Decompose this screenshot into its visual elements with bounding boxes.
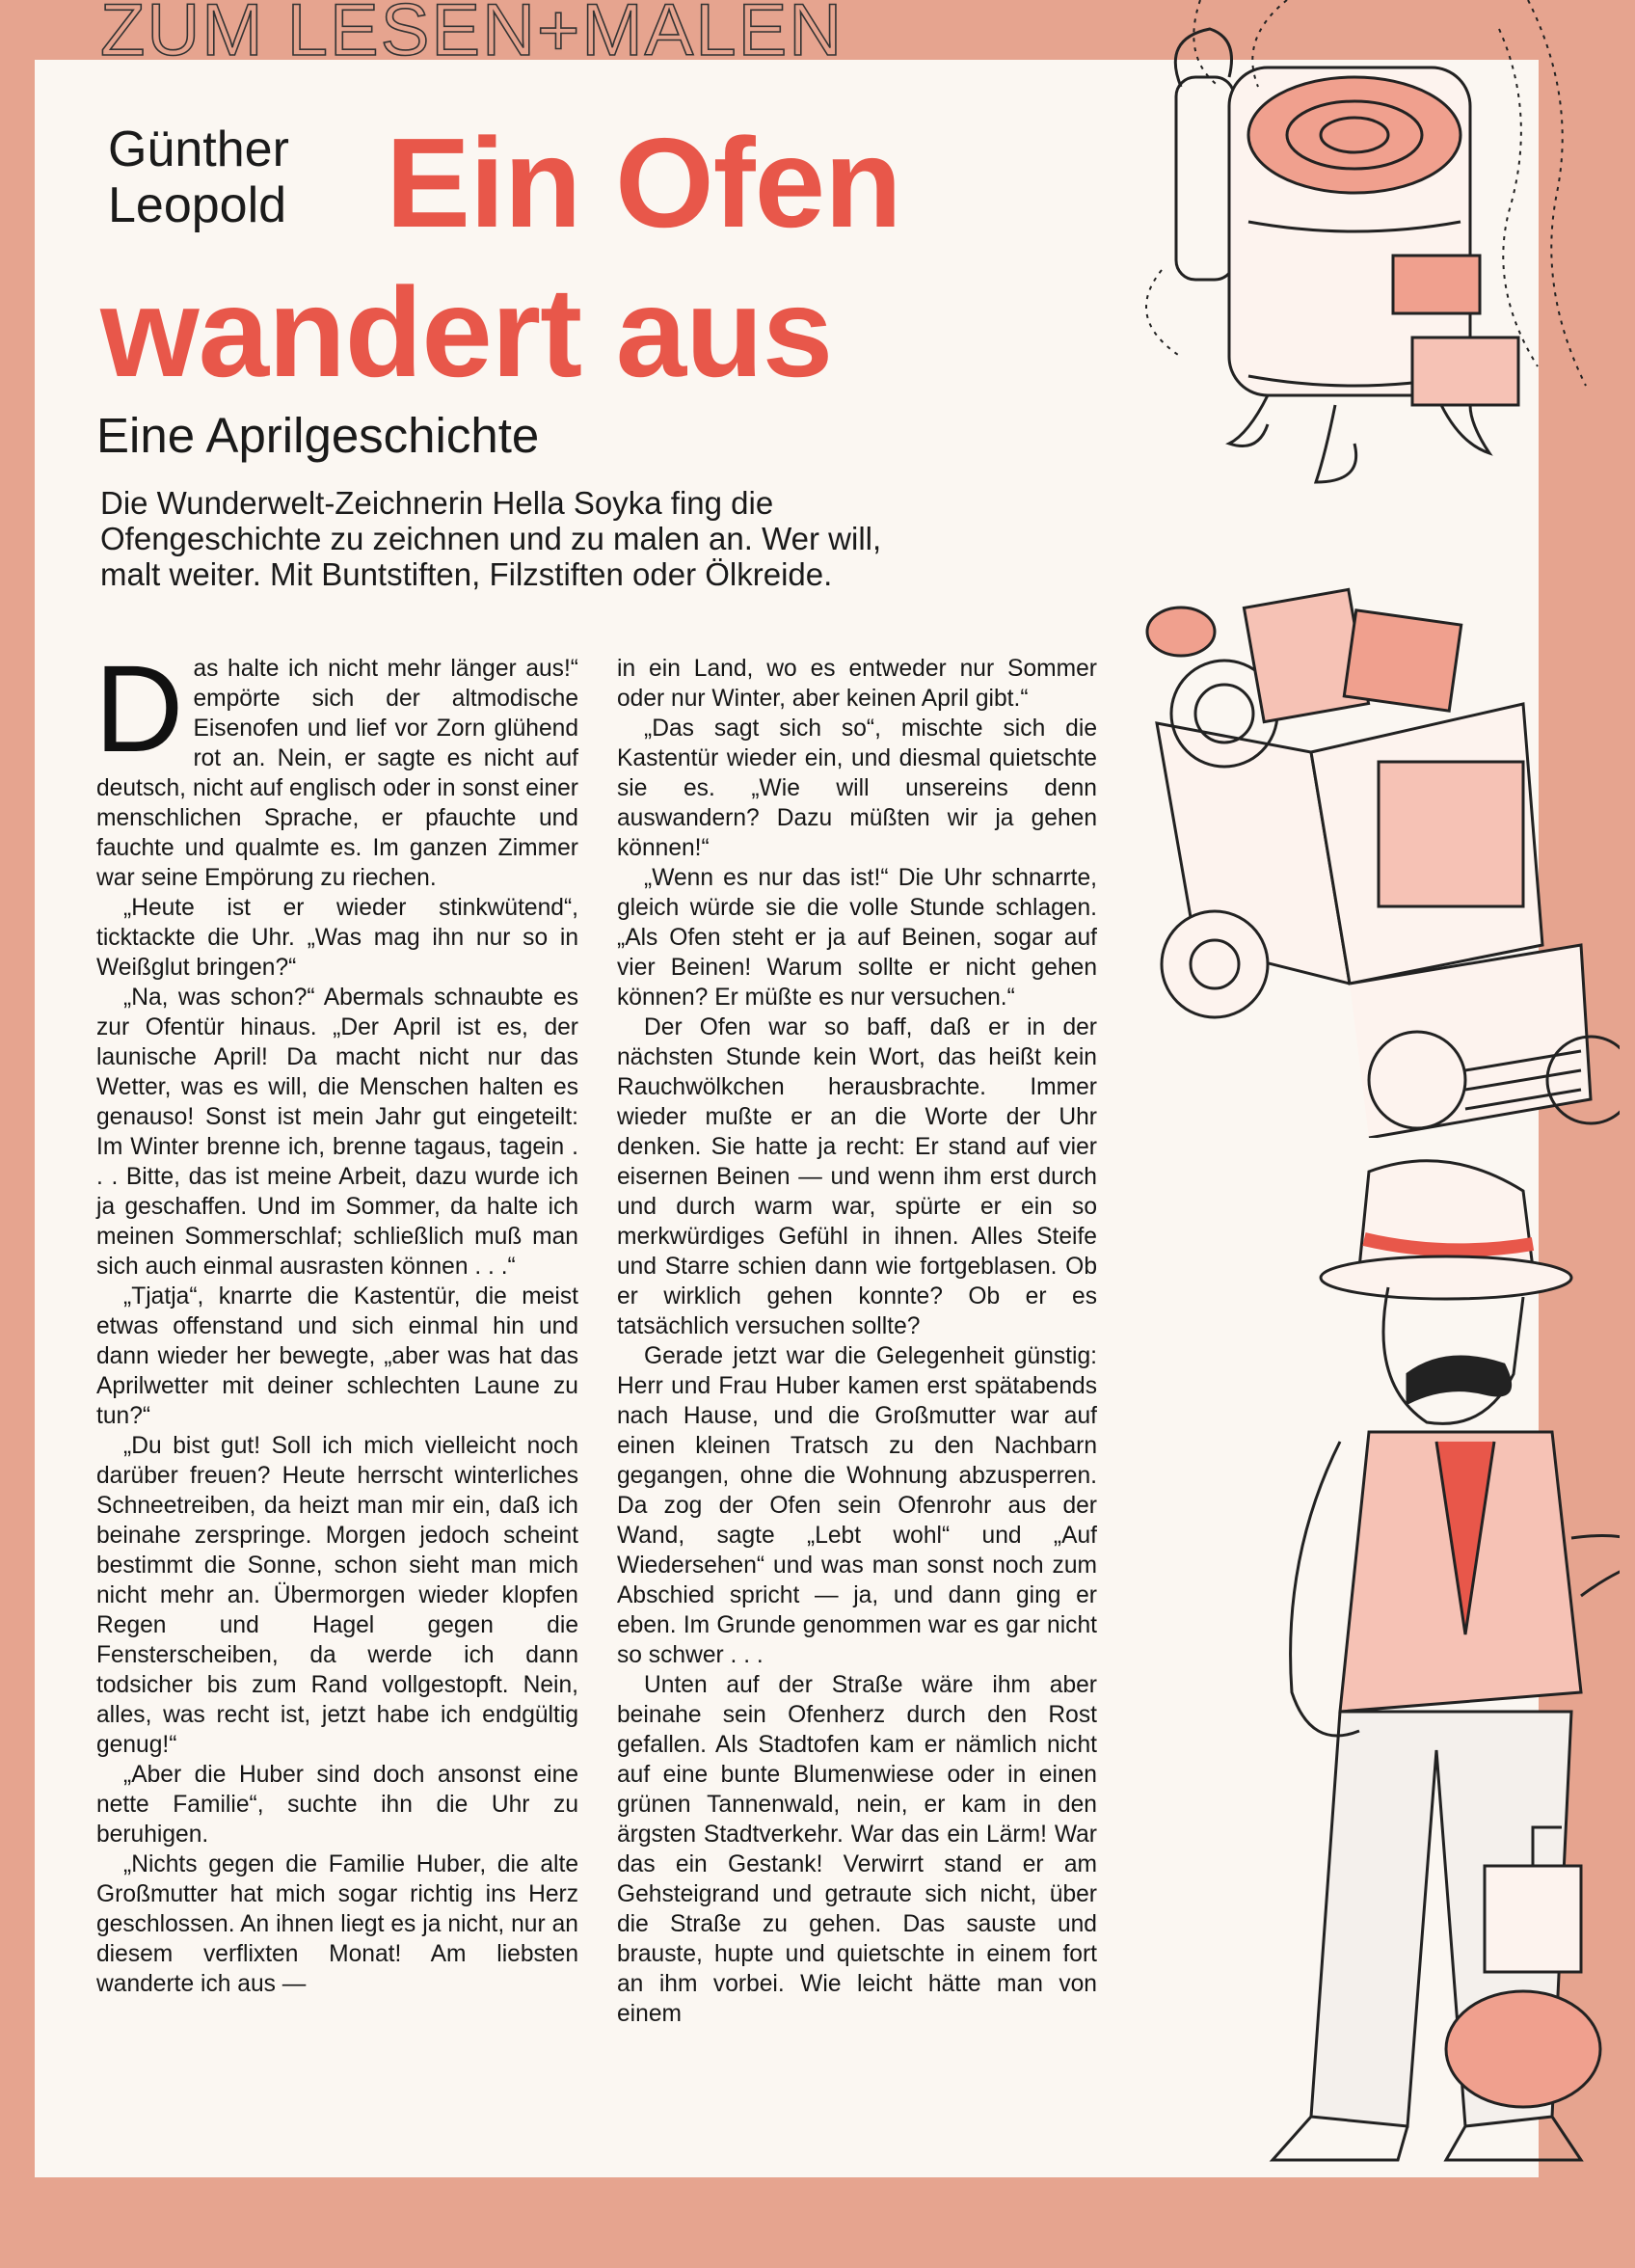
- paragraph: „Heute ist er wieder stinkwütend“, ticktackte die Uhr. „Was mag ihn nur so in Weißglut bringen?“: [96, 895, 578, 981]
- title-line-1: Ein Ofen: [386, 112, 901, 254]
- paragraph: „Wenn es nur das ist!“ Die Uhr schnarrte, gleich würde sie die volle Stunde schlagen. „Als Ofen steht er ja auf Beinen, sogar auf vier Beinen! Warum sollte er nicht gehen können? Er müßte es nur versuchen.“: [617, 865, 1097, 1011]
- paragraph: „Na, was schon?“ Abermals schnaubte es zur Ofentür hinaus. „Der April ist es, der launische April! Da macht nicht nur das Wetter, was es will, die Menschen halten es genauso! Sonst ist mein Jahr gut eingeteilt: Im Winter brenne ich, brenne tagaus, tagein . . . Bitte, das ist meine Arbeit, dazu wurde ich ja geschaffen. Und im Sommer, da halte ich meinen Sommerschlaf; schließlich muß man sich auch einmal ausrasten können . . .“: [96, 985, 578, 1280]
- paragraph-text: as halte ich nicht mehr länger aus!“ empörte sich der altmodische Eisenofen und lief vor Zorn glühend rot an. Nein, er sagte es nicht auf deutsch, nicht auf englisch oder in sonst einer menschlichen Sprache, er pfauchte und fauchte und qualmte es. Im ganzen Zimmer war seine Empörung zu riechen.: [96, 656, 578, 891]
- paragraph: [94, 640, 578, 893]
- drop-cap: D: [94, 640, 184, 778]
- truck-illustration: [1138, 579, 1620, 1138]
- stove-illustration: [1123, 0, 1605, 492]
- intro-text: Die Wunderwelt-Zeichnerin Hella Soyka fing die Ofengeschichte zu zeichnen und zu malen an. Wer will, malt weiter. Mit Buntstiften, Filzstiften oder Ölkreide.: [100, 485, 882, 592]
- author: [108, 122, 289, 233]
- paragraph: „Nichts gegen die Familie Huber, die alte Großmutter hat mich sogar richtig ins Herz geschlossen. An ihnen liegt es ja nicht, nur an diesem verflixten Monat! Am liebsten wanderte ich aus —: [96, 1851, 578, 1997]
- author-last-name: Leopold: [108, 177, 287, 233]
- paragraph: in ein Land, wo es entweder nur Sommer oder nur Winter, aber keinen April gibt.“: [617, 656, 1097, 712]
- author-first-name: Günther: [108, 122, 289, 177]
- section-tag: ZUM LESEN+MALEN: [100, 0, 844, 71]
- paragraph: „Du bist gut! Soll ich mich vielleicht noch darüber freuen? Heute herrscht winterliches Schneetreiben, da heizt man mir ein, daß ich beinahe zerspringe. Morgen jedoch scheint bestimmt die Sonne, schon sieht man mich nicht mehr an. Übermorgen wieder klopfen Regen und Hagel gegen die Fensterscheiben, da werde ich dann todsicher bis zum Rand vollgestopft. Nein, alles, was recht ist, jetzt habe ich endgültig genug!“: [96, 1433, 578, 1758]
- paragraph: Gerade jetzt war die Gelegenheit günstig: Herr und Frau Huber kamen erst spätabends nach Hause, und die Großmutter war auf einen kleinen Tratsch zu den Nachbarn gegangen, ohne die Wohnung abzusperren. Da zog der Ofen sein Ofenrohr aus der Wand, sagte „Lebt wohl“ und „Auf Wiedersehen“ und was man sonst noch zum Abschied spricht — ja, und dann ging er eben. Im Grunde genommen war es gar nicht so schwer . . .: [617, 1343, 1097, 1668]
- text-column-2: [617, 654, 1097, 2029]
- paragraph: Der Ofen war so baff, daß er in der nächsten Stunde kein Wort, das heißt kein Rauchwölkchen herausbrachte. Immer wieder mußte er an die Worte der Uhr denken. Sie hatte ja recht: Er stand auf vier eisernen Beinen — und wenn ihm erst durch und durch warm war, spürte er ein so merkwürdiges Gefühl in ihnen. Alles Steife und Starre schien dann wie fortgeblasen. Ob er wirklich gehen konnte? Ob er es tatsächlich versuchen sollte?: [617, 1014, 1097, 1339]
- title-line-2: wandert aus: [100, 261, 833, 403]
- text-column-1: [94, 640, 578, 1999]
- paragraph: „Das sagt sich so“, mischte sich die Kastentür wieder ein, und diesmal quietschte sie es. „Wie will unsereins denn auswandern? Dazu müßten wir ja gehen können!“: [617, 716, 1097, 861]
- paragraph: „Aber die Huber sind doch ansonst eine nette Familie“, suchte ihn die Uhr zu beruhigen.: [96, 1762, 578, 1848]
- paragraph: „Tjatja“, knarrte die Kastentür, die meist etwas offenstand und sich einmal hin und dann wieder her bewegte, „aber was hat das Aprilwetter mit deiner schlechten Laune zu tun?“: [96, 1283, 578, 1429]
- subtitle: Eine Aprilgeschichte: [96, 408, 540, 463]
- paragraph: Unten auf der Straße wäre ihm aber beinahe sein Ofenherz durch den Rost gefallen. Als Stadtofen kam er nämlich nicht auf eine bunte Blumenwiese oder in einen grünen Tannenwald, nein, er kam in den ärgsten Stadtverkehr. War das ein Lärm! War das ein Gestank! Verwirrt stand er am Gehsteigrand und getraute sich nicht, über die Straße zu gehen. Das sauste und brauste, hupte und quietschte in einem fort an ihm vorbei. Wie leicht hätte man von einem: [617, 1672, 1097, 2027]
- man-illustration: [1118, 1152, 1620, 2170]
- intro-paragraph: [100, 485, 900, 592]
